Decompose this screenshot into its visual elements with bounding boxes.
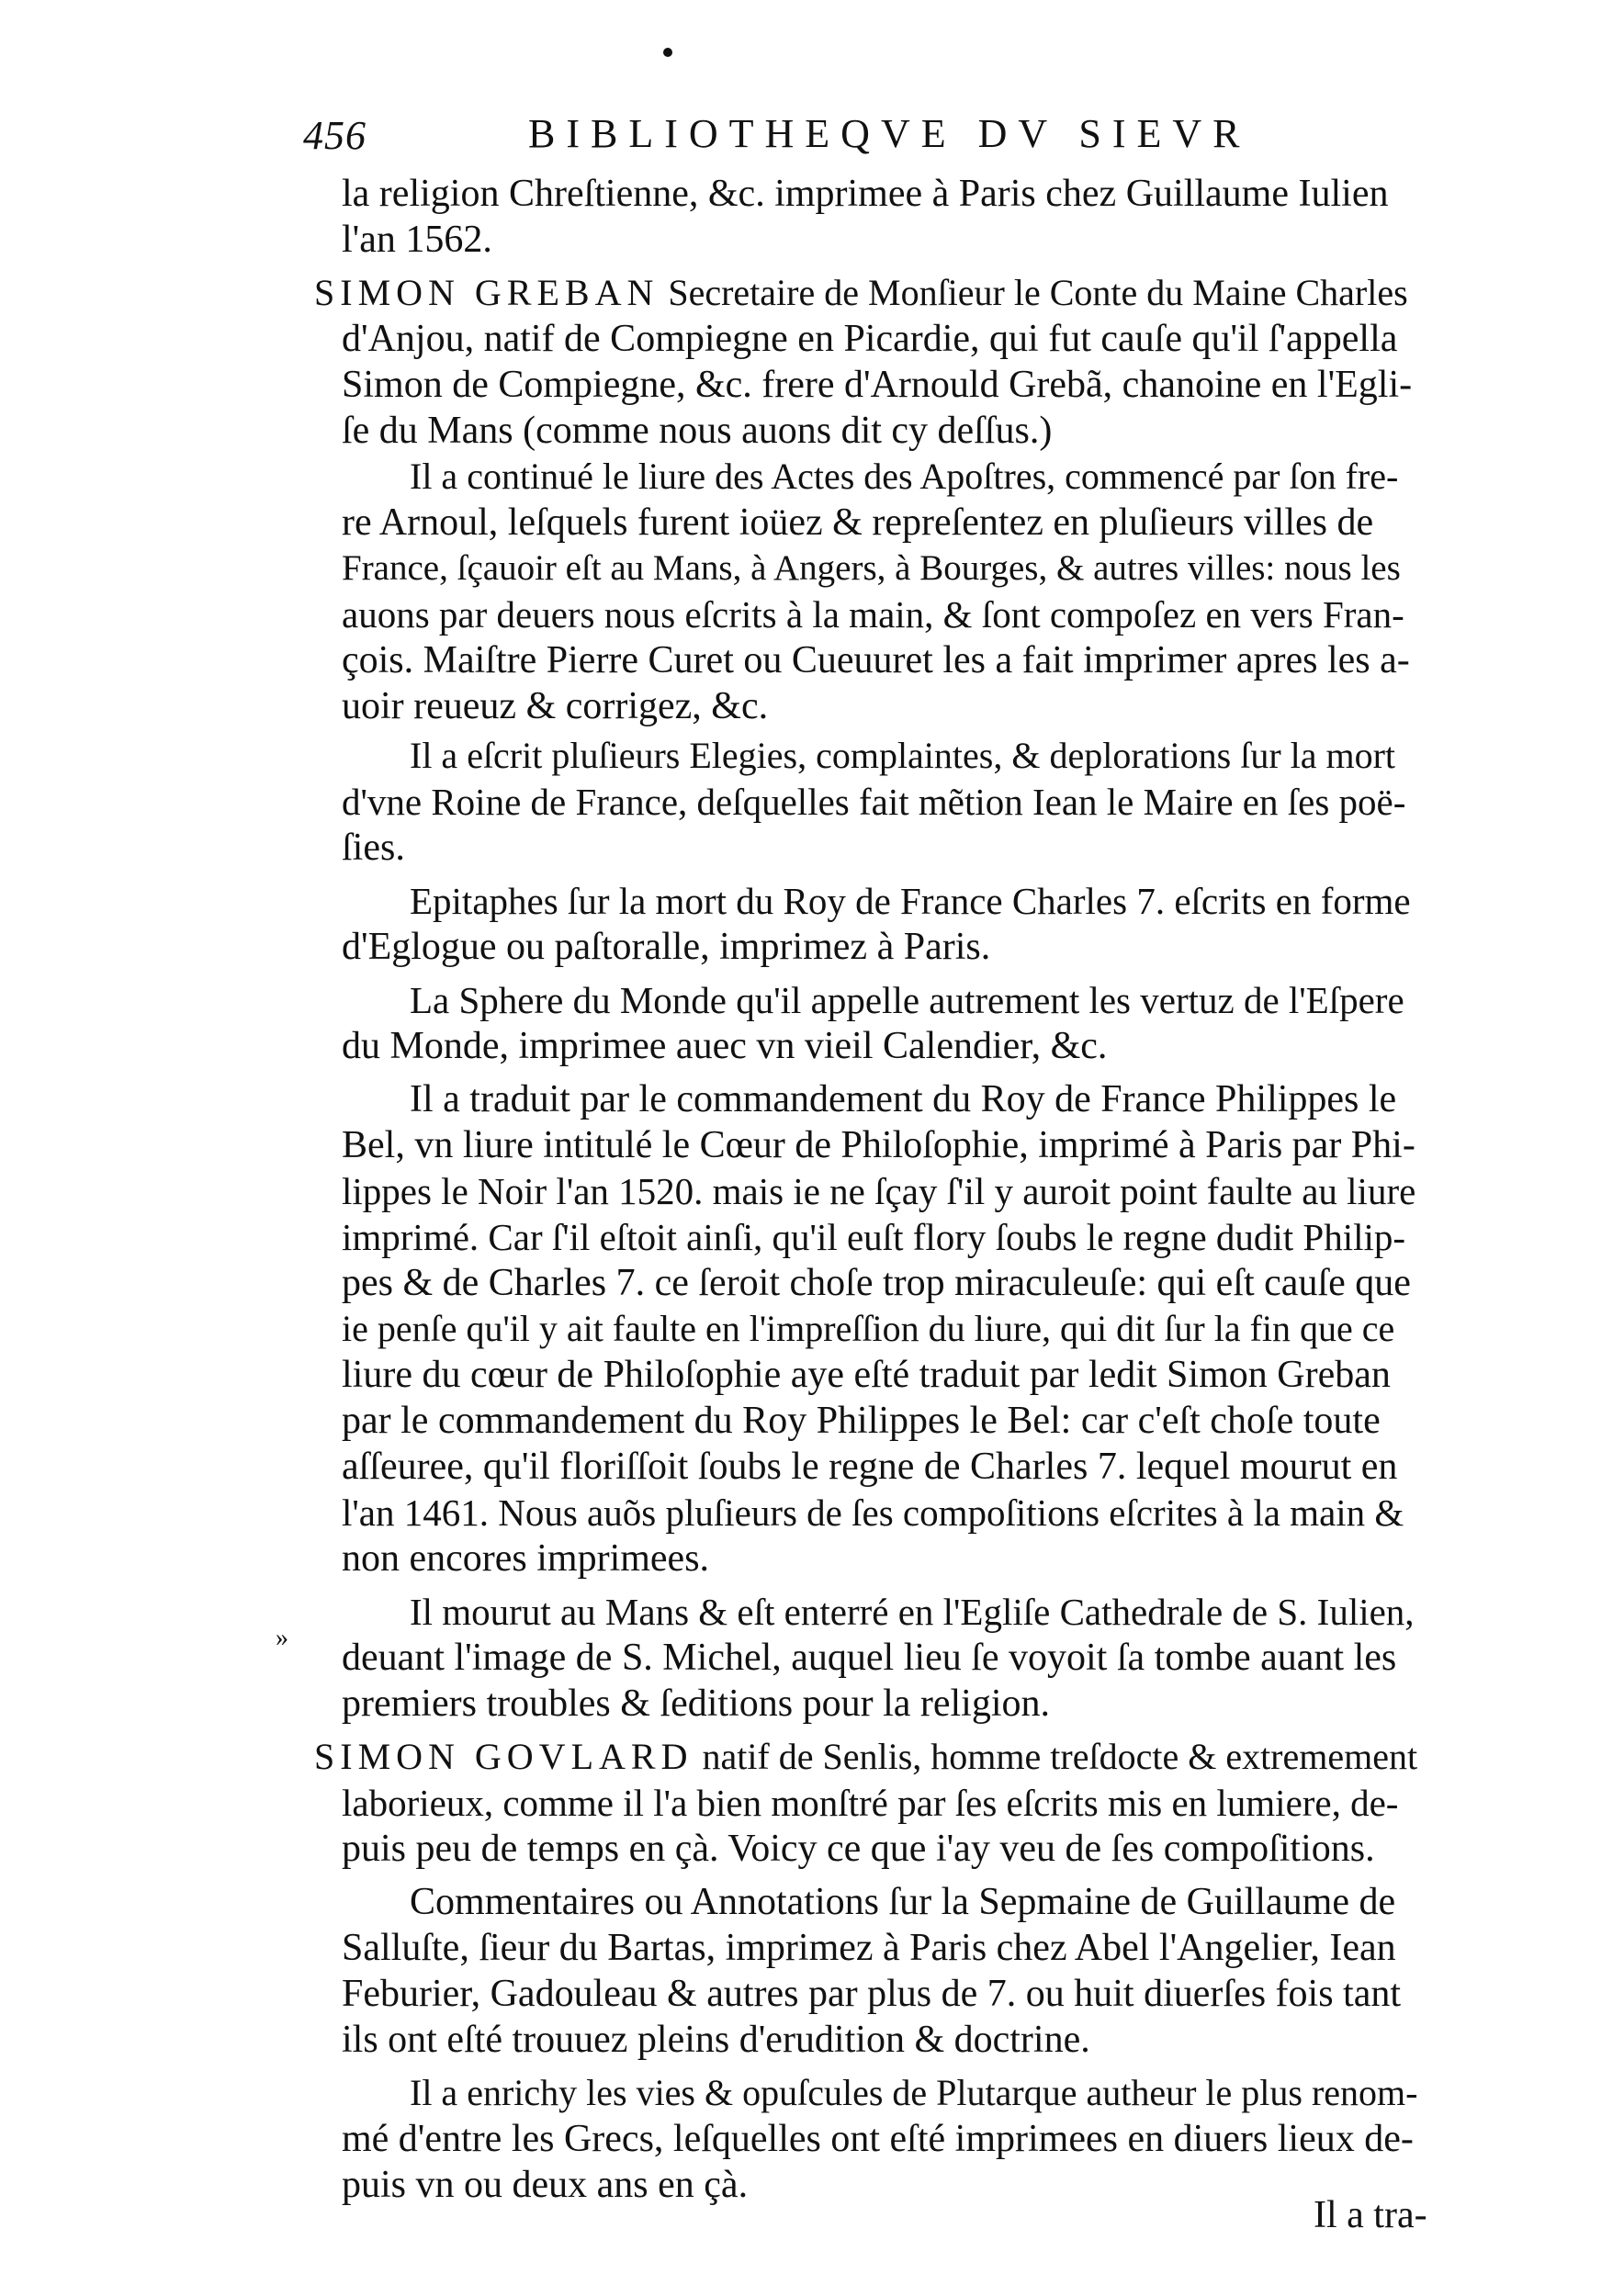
text-line: ſe du Mans (comme nous auons dit cy deſſus.) xyxy=(342,410,1053,452)
text-line: du Monde, imprimee auec vn vieil Calendier, &c. xyxy=(342,1025,1108,1067)
text-line: premiers troubles & ſeditions pour la religion. xyxy=(342,1683,1051,1725)
entry-name-greban: SIMON GREBAN xyxy=(314,272,660,313)
text-line: Commentaires ou Annotations ſur la Sepmaine de Guillaume de xyxy=(410,1881,1396,1923)
text-line: çois. Maiſtre Pierre Curet ou Cueuuret les a fait imprimer apres les a- xyxy=(342,639,1410,681)
text-line: non encores imprimees. xyxy=(342,1537,710,1580)
text-line: Bel, vn liure intitulé le Cœur de Philoſophie, imprimé à Paris par Phi- xyxy=(342,1124,1415,1166)
entry-line xyxy=(314,272,1408,314)
text-line: deuant l'image de S. Michel, auquel lieu ſe voyoit ſa tombe auant les xyxy=(342,1637,1397,1679)
text-line: Il a traduit par le commandement du Roy de France Philippes le xyxy=(410,1078,1397,1120)
text-line: Salluſte, ſieur du Bartas, imprimez à Paris chez Abel l'Angelier, Iean xyxy=(342,1927,1396,1969)
text-line: La Sphere du Monde qu'il appelle autrement les vertuz de l'Eſpere xyxy=(410,979,1404,1021)
text-line: d'Anjou, natif de Compiegne en Picardie, qui fut cauſe qu'il ſ'appella xyxy=(342,318,1398,360)
text-line: France, ſçauoir eſt au Mans, à Angers, à Bourges, & autres villes: nous les xyxy=(342,548,1401,588)
text-line: ſies. xyxy=(342,827,405,869)
text-line: imprimé. Car ſ'il eſtoit ainſi, qu'il euſt flory ſoubs le regne dudit Philip- xyxy=(342,1216,1406,1258)
text-line: puis peu de temps en çà. Voicy ce que i'ay veu de ſes compoſitions. xyxy=(342,1828,1375,1870)
text-line: ils ont eſté trouuez pleins d'erudition & doctrine. xyxy=(342,2019,1090,2061)
margin-mark: » xyxy=(276,1624,288,1652)
text-line: natif de Senlis, homme treſdocte & extremement xyxy=(702,1736,1418,1777)
text-line: Feburier, Gadouleau & autres par plus de 7. ou huit diuerſes fois tant xyxy=(342,1973,1402,2015)
text-line: Secretaire de Monſieur le Conte du Maine Charles xyxy=(668,272,1408,313)
page-number: 456 xyxy=(303,113,367,158)
text-line: d'vne Roine de France, deſquelles fait mẽtion Iean le Maire en ſes poë- xyxy=(342,781,1406,823)
text-line: ie penſe qu'il y ait faulte en l'impreſſion du liure, qui dit ſur la fin que ce xyxy=(342,1308,1395,1349)
text-line: Il a enrichy les vies & opuſcules de Plutarque autheur le plus renom- xyxy=(410,2072,1418,2113)
text-line: d'Eglogue ou paſtoralle, imprimez à Paris. xyxy=(342,926,991,968)
text-line: la religion Chreſtienne, &c. imprimee à Paris chez Guillaume Iulien xyxy=(342,173,1389,215)
text-line: Il mourut au Mans & eſt enterré en l'Egliſe Cathedrale de S. Iulien, xyxy=(410,1591,1415,1633)
text-line: mé d'entre les Grecs, leſquelles ont eſté imprimees en diuers lieux de- xyxy=(342,2118,1414,2160)
entry-name-goulard: SIMON GOVLARD xyxy=(314,1736,694,1777)
catchword: Il a tra- xyxy=(1314,2194,1427,2236)
entry-line xyxy=(314,1736,1417,1778)
text-line: Epitaphes ſur la mort du Roy de France Charles 7. eſcrits en forme xyxy=(410,880,1411,922)
text-line: uoir reueuz & corrigez, &c. xyxy=(342,685,769,727)
text-line: Il a continué le liure des Actes des Apoſtres, commencé par ſon fre- xyxy=(410,456,1399,497)
text-line: puis vn ou deux ans en çà. xyxy=(342,2164,749,2206)
text-line: liure du cœur de Philoſophie aye eſté traduit par ledit Simon Greban xyxy=(342,1354,1391,1396)
text-line: Simon de Compiegne, &c. frere d'Arnould Grebã, chanoine en l'Egli- xyxy=(342,364,1413,406)
text-line: l'an 1461. Nous auõs pluſieurs de ſes compoſitions eſcrites à la main & xyxy=(342,1491,1404,1534)
text-line: lippes le Noir l'an 1520. mais ie ne ſçay ſ'il y auroit point faulte au liure xyxy=(342,1170,1416,1212)
text-line: par le commandement du Roy Philippes le Bel: car c'eſt choſe toute xyxy=(342,1400,1381,1442)
text-line: aſſeuree, qu'il floriſſoit ſoubs le regne de Charles 7. lequel mourut en xyxy=(342,1446,1398,1488)
text-line: laborieux, comme il l'a bien monſtré par ſes eſcrits mis en lumiere, de- xyxy=(342,1782,1399,1824)
text-line: Il a eſcrit pluſieurs Elegies, complaintes, & deplorations ſur la mort xyxy=(410,735,1396,776)
text-line: re Arnoul, leſquels furent ioüez & repreſentez en pluſieurs villes de xyxy=(342,501,1374,544)
running-title: BIBLIOTHEQVE DV SIEVR xyxy=(528,111,1251,156)
text-line: pes & de Charles 7. ce ſeroit choſe trop miraculeuſe: qui eſt cauſe que xyxy=(342,1262,1411,1304)
ink-dot xyxy=(663,48,672,57)
text-line: auons par deuers nous eſcrits à la main, & ſont compoſez en vers Fran- xyxy=(342,593,1404,636)
text-line: l'an 1562. xyxy=(342,219,492,261)
